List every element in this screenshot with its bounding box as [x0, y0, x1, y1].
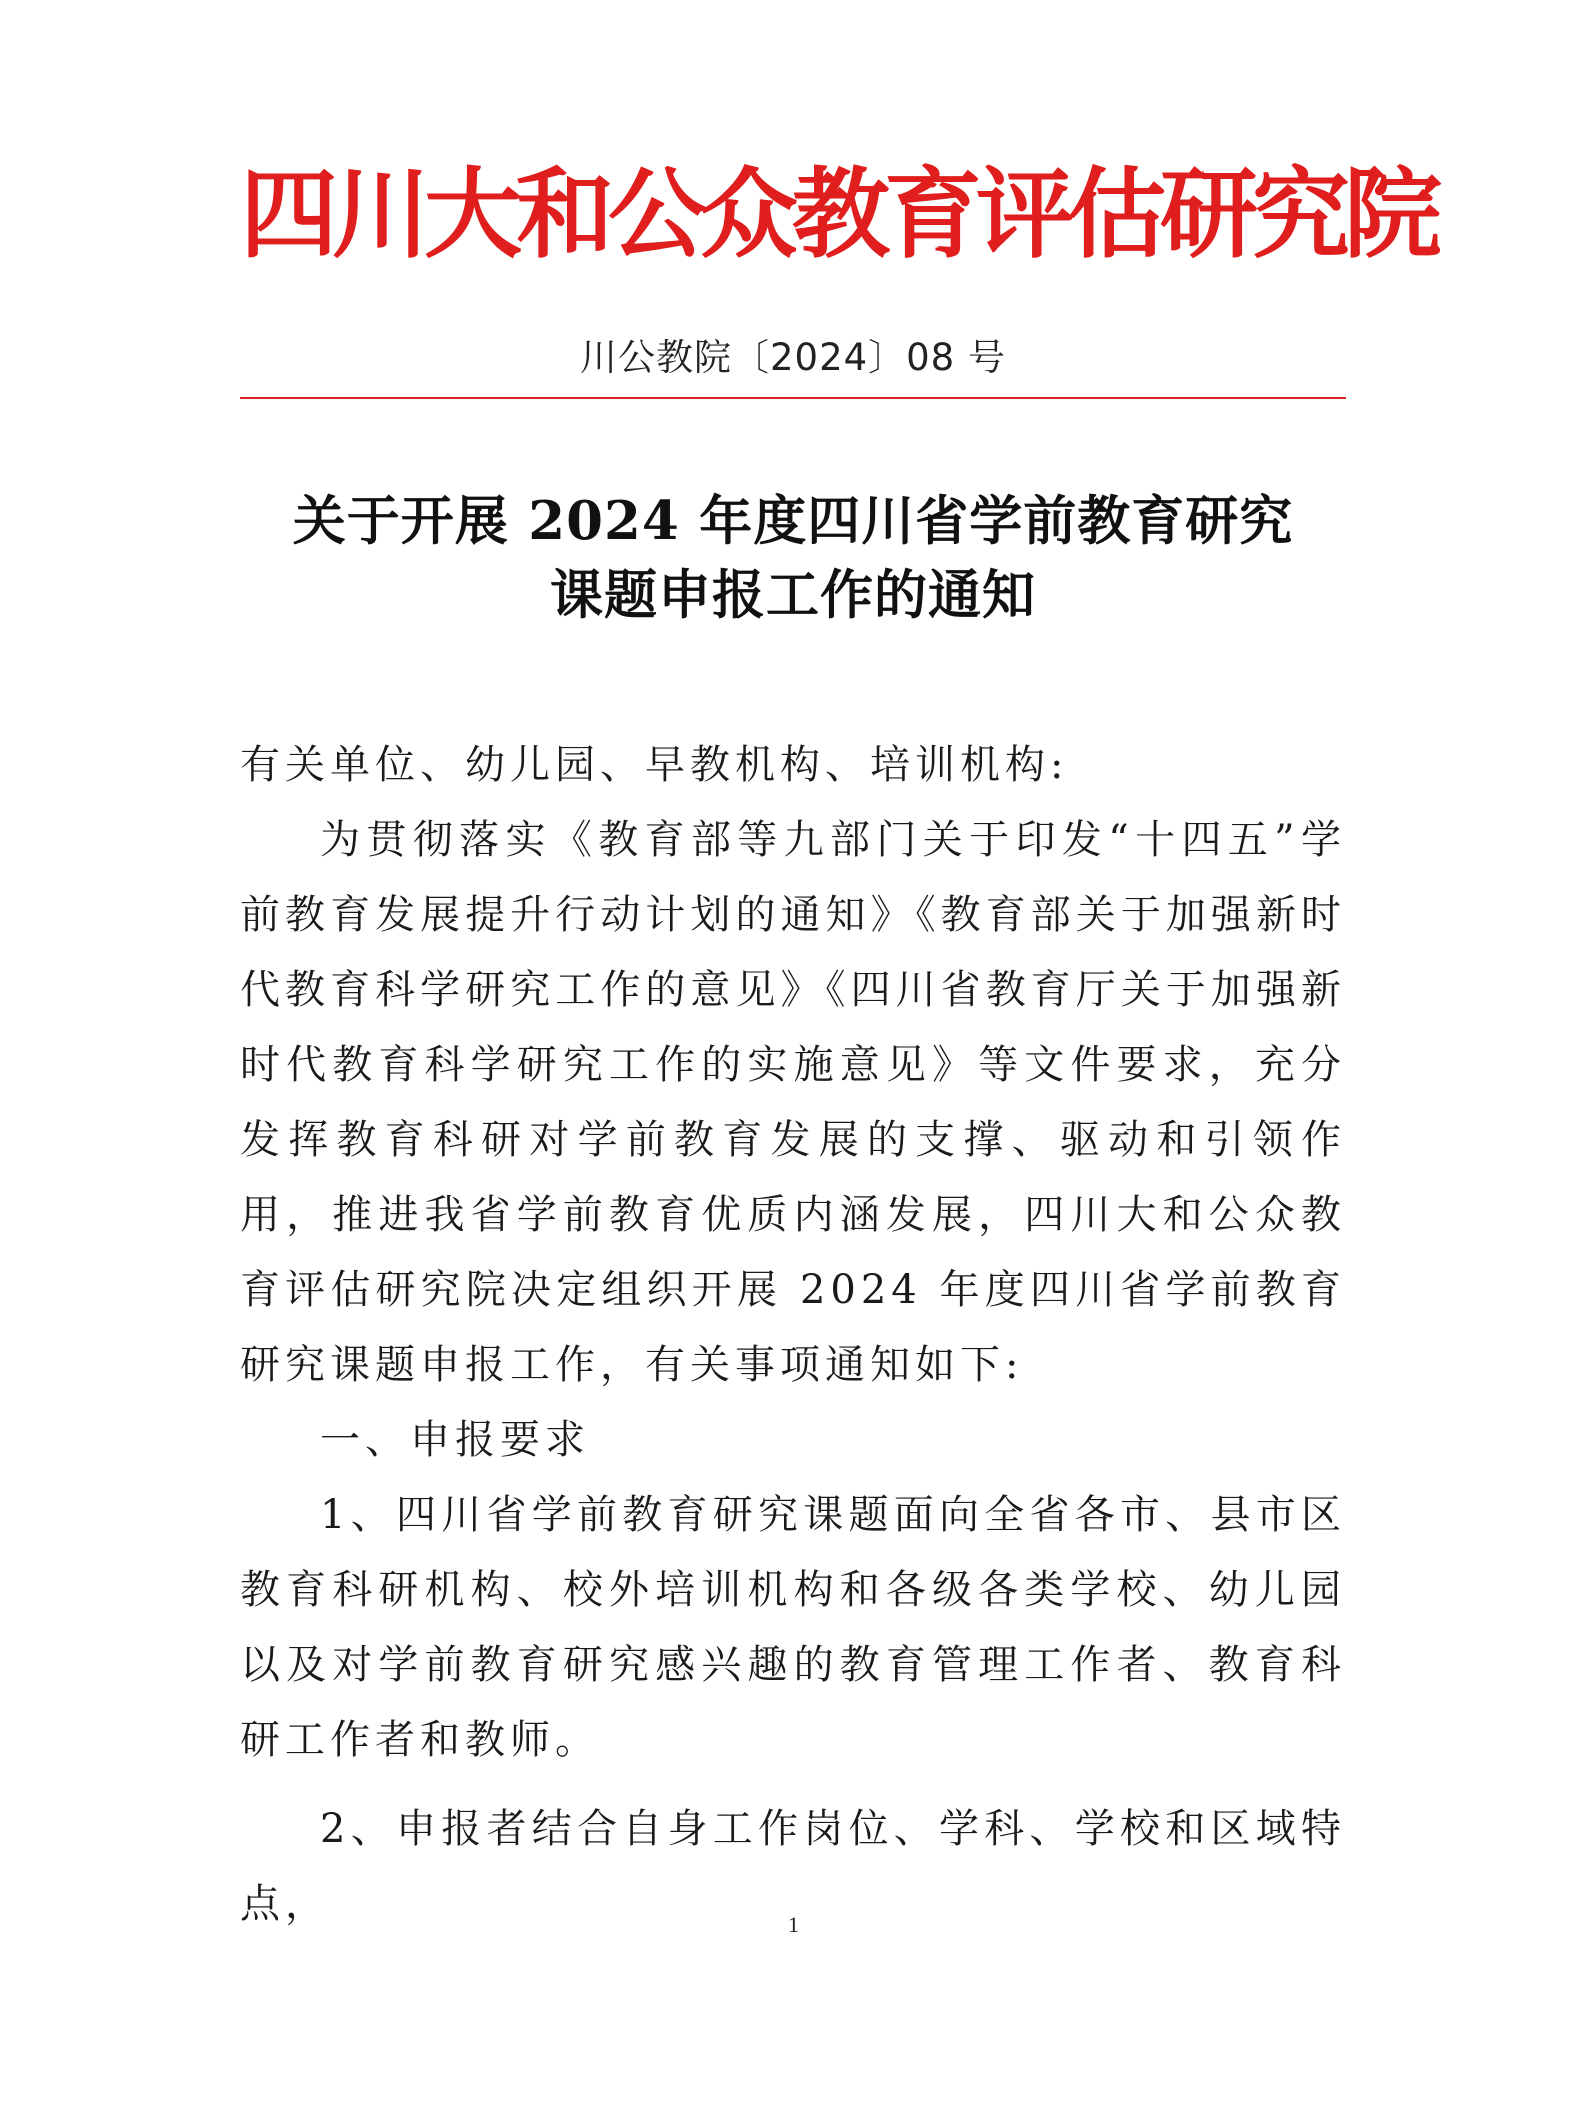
- intro-paragraph: 为贯彻落实《教育部等九部门关于印发“十四五”学前教育发展提升行动计划的通知》《教育部关于加强新时代教育科学研究工作的意见》《四川省教育厅关于加强新时代教育科学研究工作的实施意见》等文件要求，充分发挥教育科研对学前教育发展的支撑、驱动和引领作用，推进我省学前教育优质内涵发展，四川大和公众教育评估研究院决定组织开展 2024 年度四川省学前教育研究课题申报工作，有关事项通知如下:: [240, 817, 1346, 1388]
- requirement-item-1: 1、四川省学前教育研究课题面向全省各市、县市区教育科研机构、校外培训机构和各级各类学校、幼儿园以及对学前教育研究感兴趣的教育管理工作者、教育科研工作者和教师。: [240, 1492, 1346, 1763]
- notice-body: [240, 728, 1346, 1942]
- requirement-item-2: 2、申报者结合自身工作岗位、学科、学校和区域特点，: [240, 1806, 1346, 1927]
- letterhead-red-rule: [240, 397, 1346, 399]
- notice-title-line-1: 关于开展 2024 年度四川省学前教育研究: [292, 490, 1294, 552]
- section-heading-requirements: 一、申报要求: [320, 1417, 590, 1463]
- notice-title: [240, 484, 1346, 632]
- org-letterhead-title: 四川大和公众教育评估研究院: [240, 157, 1437, 272]
- document-number: 川公教院〔2024〕08 号: [579, 336, 1006, 379]
- salutation: 有关单位、幼儿园、早教机构、培训机构:: [240, 742, 1069, 788]
- page-number: 1: [788, 1912, 799, 1937]
- notice-title-line-2: 课题申报工作的通知: [550, 564, 1036, 626]
